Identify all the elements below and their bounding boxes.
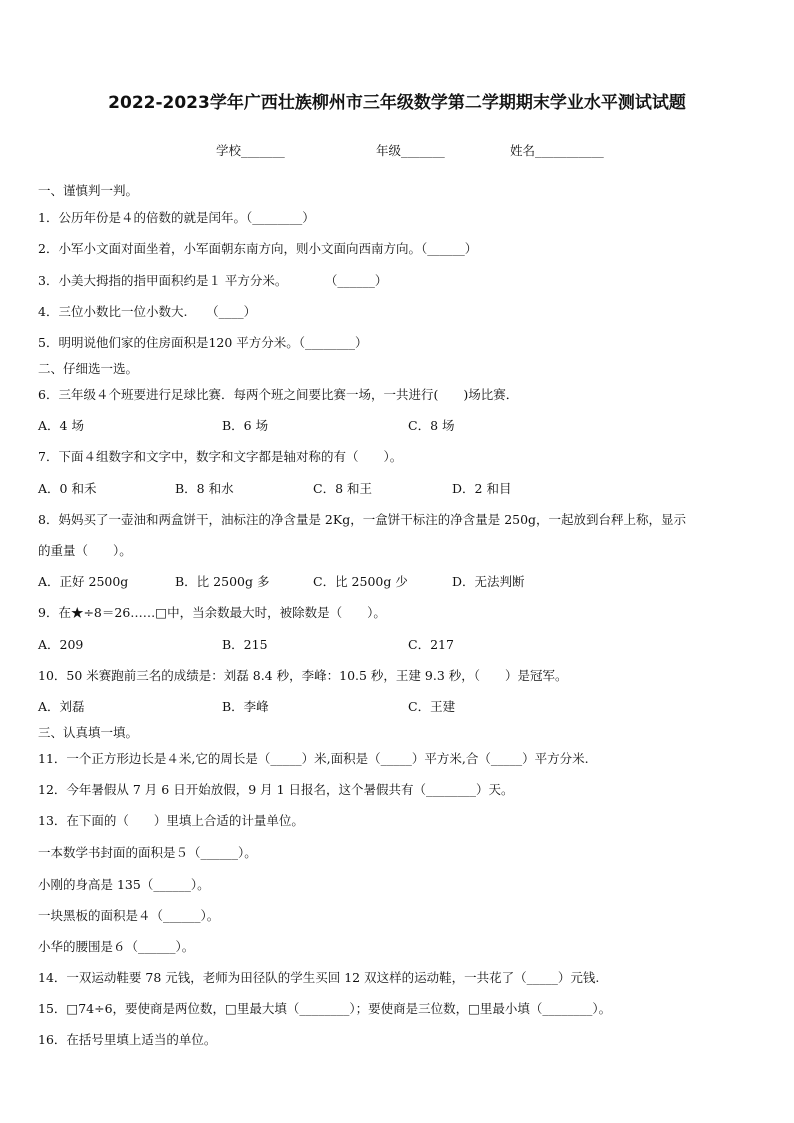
question-1: 1．公历年份是４的倍数的就是闰年。（________） bbox=[38, 210, 315, 225]
question-2: 2．小军小文面对面坐着，小军面朝东南方向，则小文面向西南方向。（______） bbox=[38, 241, 478, 256]
q8-option-d: D．无法判断 bbox=[452, 574, 525, 589]
q7-option-d: D．2 和目 bbox=[452, 481, 512, 496]
question-8-line2: 的重量（ ）。 bbox=[38, 543, 132, 558]
question-13-c: 一块黑板的面积是４（______）。 bbox=[38, 908, 220, 923]
q8-option-c: C．比 2500g 少 bbox=[313, 574, 408, 589]
question-13-b: 小刚的身高是 135（______）。 bbox=[38, 877, 210, 892]
q10-option-b: B．李峰 bbox=[222, 699, 269, 714]
q8-option-a: A．正好 2500g bbox=[38, 574, 129, 589]
q7-option-a: A．0 和禾 bbox=[38, 481, 97, 496]
school-field: 学校_______ bbox=[216, 143, 285, 158]
question-14: 14．一双运动鞋要 78 元钱，老师为田径队的学生买回 12 双这样的运动鞋，一共花了（_____）元钱. bbox=[38, 970, 600, 985]
question-9: 9．在★÷8＝26……□中，当余数最大时，被除数是（ ）。 bbox=[38, 605, 386, 620]
q6-option-c: C．8 场 bbox=[408, 418, 455, 433]
q7-option-b: B．8 和水 bbox=[175, 481, 234, 496]
question-13-a: 一本数学书封面的面积是５（______）。 bbox=[38, 845, 257, 860]
section-heading-3: 三、认真填一填。 bbox=[38, 725, 139, 740]
page-title: 2022-2023学年广西壮族柳州市三年级数学第二学期期末学业水平测试试题 bbox=[108, 93, 686, 113]
question-12: 12．今年暑假从 7 月 6 日开始放假，9 月 1 日报名，这个暑假共有（________）天。 bbox=[38, 782, 514, 797]
q8-option-b: B．比 2500g 多 bbox=[175, 574, 270, 589]
q10-option-a: A．刘磊 bbox=[38, 699, 85, 714]
grade-field: 年级_______ bbox=[376, 143, 445, 158]
question-7: 7．下面４组数字和文字中，数字和文字都是轴对称的有（ ）。 bbox=[38, 449, 403, 464]
q6-option-a: A．4 场 bbox=[38, 418, 84, 433]
q9-option-c: C．217 bbox=[408, 637, 454, 652]
question-4: 4．三位小数比一位小数大. （____） bbox=[38, 304, 257, 319]
section-heading-2: 二、仔细选一选。 bbox=[38, 361, 139, 376]
question-13: 13．在下面的（ ）里填上合适的计量单位。 bbox=[38, 813, 304, 828]
question-3: 3．小美大拇指的指甲面积约是１ 平方分米。 （______） bbox=[38, 273, 388, 288]
question-11: 11．一个正方形边长是４米,它的周长是（_____）米,面积是（_____）平方米,合（_____）平方分米. bbox=[38, 751, 589, 766]
q6-option-b: B．6 场 bbox=[222, 418, 269, 433]
q9-option-b: B．215 bbox=[222, 637, 268, 652]
q10-option-c: C．王建 bbox=[408, 699, 456, 714]
question-16: 16．在括号里填上适当的单位。 bbox=[38, 1032, 217, 1047]
q9-option-a: A．209 bbox=[38, 637, 84, 652]
question-15: 15．□74÷6，要使商是两位数，□里最大填（________）；要使商是三位数，□里最小填（________）。 bbox=[38, 1001, 612, 1016]
q7-option-c: C．8 和王 bbox=[313, 481, 372, 496]
question-8-line1: 8．妈妈买了一壶油和两盒饼干，油标注的净含量是 2Kg，一盒饼干标注的净含量是 250g，一起放到台秤上称，显示 bbox=[38, 512, 687, 527]
question-5: 5．明明说他们家的住房面积是120 平方分米。（________） bbox=[38, 335, 368, 350]
question-13-d: 小华的腰围是６（______）。 bbox=[38, 939, 195, 954]
name-field: 姓名___________ bbox=[510, 143, 604, 158]
question-6: 6．三年级４个班要进行足球比赛．每两个班之间要比赛一场，一共进行( )场比赛． bbox=[38, 387, 519, 402]
section-heading-1: 一、谨慎判一判。 bbox=[38, 183, 139, 198]
question-10: 10．50 米赛跑前三名的成绩是：刘磊 8.4 秒，李峰：10.5 秒，王建 9.3 秒，（ ）是冠军。 bbox=[38, 668, 568, 683]
